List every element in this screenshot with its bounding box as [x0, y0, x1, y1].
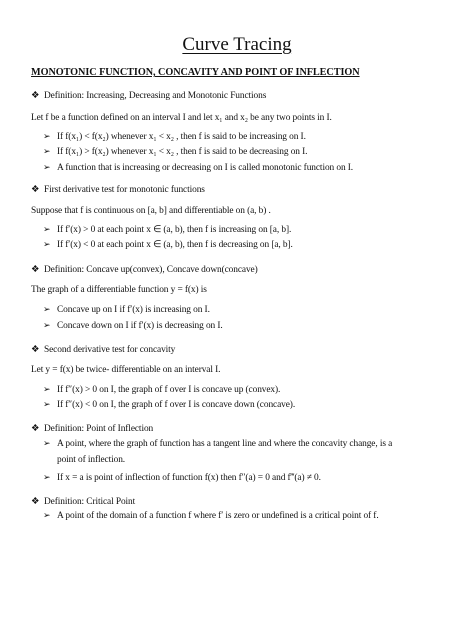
section-heading: ❖ Second derivative test for concavity [31, 345, 176, 355]
diamond-bullet-icon: ❖ [31, 345, 40, 355]
list-item: ➢ If x = a is point of inflection of function f(x) then f″(a) = 0 and f‴(a) ≠ 0. [43, 472, 321, 483]
arrow-bullet-icon: ➢ [43, 438, 51, 448]
list-item: ➢ A point, where the graph of function has a tangent line and where the concavity change, is a [43, 438, 393, 449]
list-item-continuation: point of inflection. [57, 455, 126, 465]
section-intro: Let y = f(x) be twice- differentiable on an interval I. [31, 365, 221, 375]
arrow-bullet-icon: ➢ [43, 384, 51, 394]
list-item: ➢ If f(x₁) < f(x₂) whenever x₁ < x₂ , then f is said to be increasing on I. [43, 131, 306, 142]
arrow-bullet-icon: ➢ [43, 304, 51, 314]
list-item: ➢ If f′(x) > 0 at each point x ∈ (a, b), then f is increasing on [a, b]. [43, 224, 292, 235]
diamond-bullet-icon: ❖ [31, 424, 40, 434]
list-item: ➢ If f′(x) < 0 at each point x ∈ (a, b), then f is decreasing on [a, b]. [43, 239, 293, 250]
arrow-bullet-icon: ➢ [43, 320, 51, 330]
list-item: ➢ If f(x₁) > f(x₂) whenever x₁ < x₂ , then f is said to be decreasing on I. [43, 146, 308, 157]
list-item: ➢ Concave up on I if f′(x) is increasing on I. [43, 304, 210, 315]
list-item: ➢ A function that is increasing or decreasing on I is called monotonic function on I. [43, 162, 354, 173]
arrow-bullet-icon: ➢ [43, 399, 51, 409]
section-intro: The graph of a differentiable function y = f(x) is [31, 285, 207, 295]
list-item: ➢ Concave down on I if f′(x) is decreasing on I. [43, 320, 223, 331]
arrow-bullet-icon: ➢ [43, 472, 51, 482]
diamond-bullet-icon: ❖ [31, 497, 40, 507]
arrow-bullet-icon: ➢ [43, 162, 51, 172]
arrow-bullet-icon: ➢ [43, 239, 51, 249]
list-item: ➢ A point of the domain of a function f where f′ is zero or undefined is a critical point of f. [43, 510, 379, 521]
arrow-bullet-icon: ➢ [43, 510, 51, 520]
section-subtitle: MONOTONIC FUNCTION, CONCAVITY AND POINT OF INFLECTION [31, 67, 360, 78]
list-item: ➢ If f″(x) < 0 on I, the graph of f over I is concave down (concave). [43, 399, 296, 410]
section-heading: ❖ Definition: Increasing, Decreasing and Monotonic Functions [31, 91, 267, 101]
section-heading: ❖ Definition: Concave up(convex), Concave down(concave) [31, 265, 258, 275]
page-title: Curve Tracing [182, 34, 292, 55]
section-heading: ❖ Definition: Critical Point [31, 497, 136, 507]
section-intro: Suppose that f is continuous on [a, b] and differentiable on (a, b) . [31, 206, 271, 216]
list-item: ➢ If f″(x) > 0 on I, the graph of f over I is concave up (convex). [43, 384, 281, 395]
arrow-bullet-icon: ➢ [43, 224, 51, 234]
diamond-bullet-icon: ❖ [31, 265, 40, 275]
section-heading: ❖ First derivative test for monotonic functions [31, 185, 205, 195]
diamond-bullet-icon: ❖ [31, 185, 40, 195]
arrow-bullet-icon: ➢ [43, 146, 51, 156]
arrow-bullet-icon: ➢ [43, 131, 51, 141]
section-intro: Let f be a function defined on an interval I and let x₁ and x₂ be any two points in I. [31, 113, 332, 123]
diamond-bullet-icon: ❖ [31, 91, 40, 101]
section-heading: ❖ Definition: Point of Inflection [31, 424, 154, 434]
